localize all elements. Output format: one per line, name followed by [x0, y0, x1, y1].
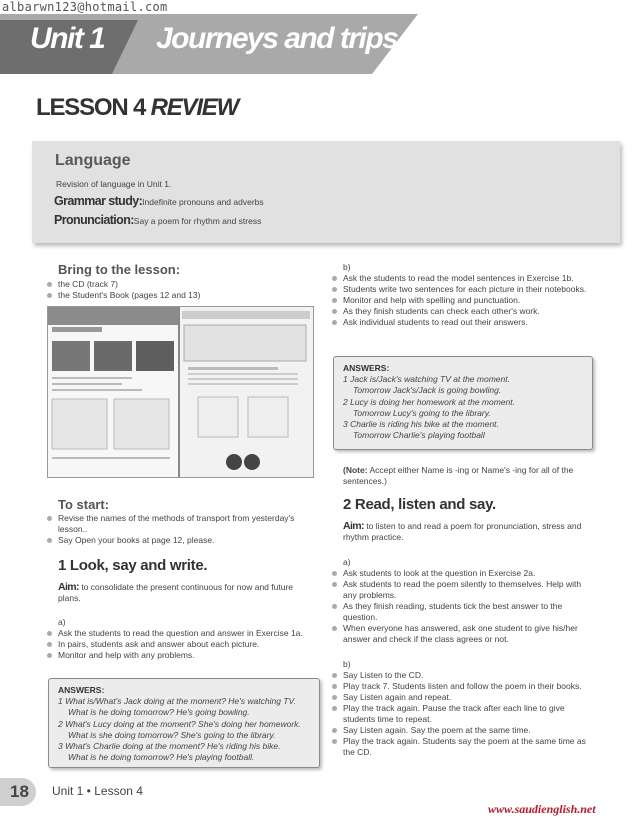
aim-text: to consolidate the present continuous for now and future plans. [58, 582, 294, 603]
unit-subtitle: Journeys and trips [156, 22, 398, 55]
grammar-line [54, 192, 264, 210]
pronunciation-text: Say a poem for rhythm and stress [133, 216, 262, 226]
page-number-tab [0, 778, 36, 806]
email-watermark: albarwn123@hotmail.com [2, 0, 168, 14]
unit-label: Unit 1 [30, 22, 105, 55]
list-item: Say Listen again and repeat. [331, 692, 596, 703]
answer-line: 2 Lucy is doing her homework at the moment. [343, 396, 515, 407]
list-item: As they finish students can check each other's work. [331, 306, 596, 317]
language-revision: Revision of language in Unit 1. [56, 179, 172, 189]
list-item: Revise the names of the methods of transport from yesterday's lesson.. [46, 513, 316, 535]
part-b-list [331, 273, 596, 328]
answer-line: Tomorrow Charlie's playing football [353, 430, 485, 441]
list-item: Monitor and help with spelling and punctuation. [331, 295, 596, 306]
list-item: Ask students to look at the question in Exercise 2a. [331, 568, 596, 579]
answer-line: What is he doing tomorrow? He's playing football. [68, 752, 255, 763]
to-start-list [46, 513, 316, 546]
bring-heading: Bring to the lesson: [58, 262, 181, 277]
list-item: Play the track again. Students say the poem at the same time as the CD. [331, 736, 596, 758]
answers-list [343, 374, 592, 442]
list-item: Say Listen again. Say the poem at the same time. [331, 725, 596, 736]
exercise-2-a-list [331, 568, 596, 645]
list-item: As they finish reading, students tick the best answer to the question. [331, 601, 596, 623]
answer-line: 3 What's Charlie doing at the moment? He's riding his bike. [58, 741, 281, 752]
list-item: the CD (track 7) [46, 279, 316, 290]
part-b-label: b) [343, 262, 351, 272]
list-item: Students write two sentences for each picture in their notebooks. [331, 284, 596, 295]
footer-unit-lesson: Unit 1 • Lesson 4 [52, 784, 143, 798]
bring-list [46, 279, 316, 301]
exercise-1-title: 1 Look, say and write. [58, 557, 208, 574]
list-item: Monitor and help with any problems. [46, 650, 321, 661]
exercise-1-aim [58, 582, 308, 604]
answers-heading: ANSWERS: [58, 685, 105, 695]
note-body: Accept either Name is -ing or Name's -ing for all of the sentences.) [343, 465, 574, 486]
aim-label: Aim: [58, 581, 79, 593]
answer-line: What is she doing tomorrow? She's going to the library. [68, 729, 276, 740]
list-item: Play track 7. Students listen and follow the poem in their books. [331, 681, 596, 692]
answer-line: Tomorrow Jack's/Jack is going bowling. [353, 385, 502, 396]
exercise-2-part-a: a) [343, 557, 351, 567]
aim-text: to listen to and read a poem for pronunciation, stress and rhythm practice. [343, 521, 582, 542]
website-link[interactable]: www.saudienglish.net [488, 802, 596, 816]
aim-label: Aim: [343, 520, 364, 532]
list-item: Ask the students to read the question and answer in Exercise 1a. [46, 628, 321, 639]
list-item: Ask the students to read the model sentences in Exercise 1b. [331, 273, 596, 284]
answers-list [58, 696, 319, 764]
lesson-title [36, 94, 238, 122]
list-item: Ask students to read the poem silently to themselves. Help with any problems. [331, 579, 596, 601]
to-start-heading: To start: [58, 497, 110, 512]
lesson-title-prefix: LESSON 4 [36, 94, 146, 121]
pronunciation-line [54, 211, 261, 229]
list-item: When everyone has answered, ask one student to give his/her answer and check if the class agrees or not. [331, 623, 596, 645]
exercise-1-part-a: a) [58, 617, 66, 627]
answer-line: Tomorrow Lucy's going to the library. [353, 407, 491, 418]
list-item: Say Listen to the CD. [331, 670, 596, 681]
lesson-title-italic: REVIEW [150, 94, 239, 121]
answer-line: 1 What is/What's Jack doing at the moment? He's watching TV. [58, 696, 296, 706]
answers-box-1 [48, 678, 320, 768]
answer-line: 3 Charlie is riding his bike at the moment. [343, 419, 499, 430]
exercise-2-b-list [331, 670, 596, 758]
book-pages-image [48, 307, 313, 477]
student-book-thumbnail [47, 306, 314, 478]
exercise-2-aim [343, 521, 593, 543]
list-item: Play the track again. Pause the track after each line to give students time to repeat. [331, 703, 596, 725]
page-number: 18 [10, 782, 29, 801]
answer-line: 1 Jack is/Jack's watching TV at the moment. [343, 374, 510, 384]
grammar-text: Indefinite pronouns and adverbs [142, 197, 264, 207]
list-item: Ask individual students to read out their answers. [331, 317, 596, 328]
note-text [343, 465, 593, 487]
answer-line: 2 What's Lucy doing at the moment? She's doing her homework. [58, 718, 301, 729]
answer-line: What is he doing tomorrow? He's going bowling. [68, 707, 250, 718]
pronunciation-label: Pronunciation: [54, 213, 134, 227]
list-item: Say Open your books at page 12, please. [46, 535, 316, 546]
answers-box-2 [333, 356, 593, 450]
answers-heading: ANSWERS: [343, 363, 390, 373]
exercise-2-title: 2 Read, listen and say. [343, 496, 496, 513]
exercise-2-part-b: b) [343, 659, 351, 669]
language-heading: Language [55, 152, 131, 169]
list-item: the Student's Book (pages 12 and 13) [46, 290, 316, 301]
note-label: (Note: [343, 465, 368, 475]
list-item: In pairs, students ask and answer about each picture. [46, 639, 321, 650]
exercise-1-list [46, 628, 321, 661]
grammar-label: Grammar study: [54, 194, 143, 208]
